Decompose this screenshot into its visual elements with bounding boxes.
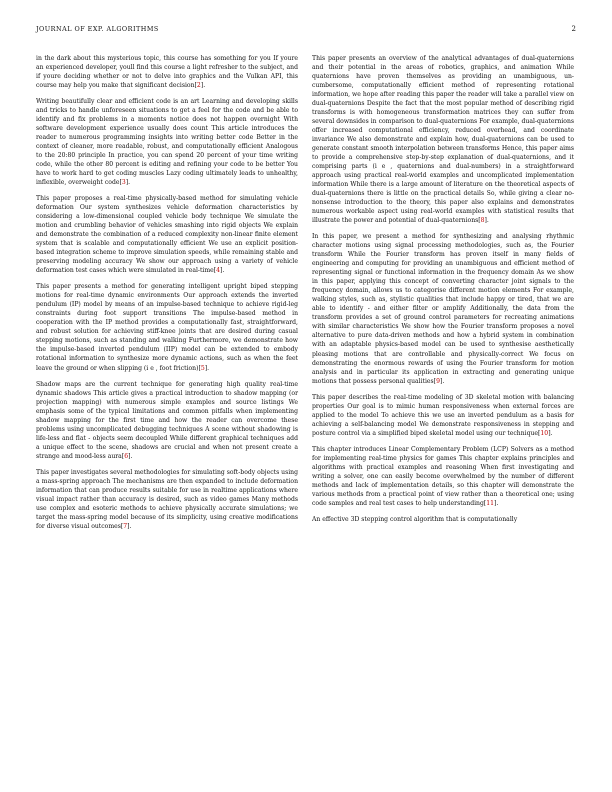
citation-link[interactable]: 2	[196, 82, 201, 90]
journal-name: JOURNAL OF EXP. ALGORITHMS	[36, 25, 159, 33]
paragraph-text: This paper presents an overview of the analytical advantages of dual-quaternions and their potential in the areas of robotics, graphics, and animation While quaternions have proven themselves as providing an unambiguous, un-cumbersome, computationally efficient method of representing rotational information, we hope after reading this paper the reader will take a parallel view on dual-quaternions Despite the fact that the most popular method of describing rigid transforms is with homogeneous transformation matrices they can suffer from several downsides in comparison to dual-quaternions For example, dual-quaternions offer increased computational efficiency, reduced overhead, and coordinate invariance We also demonstrate and explain how, dual-quaternions can be used to generate constant smooth interpolation between transforms Hence, this paper aims to provide a comprehensive step-by-step explanation of dual-quaternions, and it comprising parts (i e , quaternions and dual-numbers) in a straightforward approach using practical real-world examples and uncomplicated implementation information While there is a large amount of literature on the theoretical aspects of dual-quaternions there is little on the practical details So, while giving a clear no-nonsense introduction to the theory, this paper also explains and demonstrates numerous workable aspect using real-world examples with statistical results that illustrate the power and potential of dual-quaternions	[312, 55, 574, 225]
paragraph-text: This paper proposes a real-time physically-based method for simulating vehicle deformation Our system synthesizes vehicle deformation characteristics by considering a low-dimensional coupled vehicle body technique We simulate the motion and crumbling behavior of vehicles smashing into rigid objects We explain and demonstrate the combination of a reduced complexity non-linear finite element system that is scalable and computationally efficient We use an explicit position-based integration scheme to improve simulation speeds, while remaining stable and preserving modeling accuracy We show our approach using a variety of vehicle deformation test cases which were simulated in real-time	[36, 195, 298, 275]
paragraph: This paper presents a method for generating intelligent upright biped stepping motions for real-time dynamic environments Our approach extends the inverted pendulum (IP) model by means of an impulse-based technique to achieve rigid-leg constraints during foot support transitions The impulse-based method in cooperation with the IP method provides a computationally fast, straightforward, and robust solution for achieving stiff-knee joints that are desired during casual stepping motions, such as standing and walking Furthermore, we demonstrate how the impulse-based inverted pendulum (IIP) model can be extended to embody rotational information to synthesize more dynamic actions, such as when the feet leave the ground or when slipping (i e , foot friction)[5].	[36, 283, 298, 372]
citation-link[interactable]: 5	[200, 364, 205, 372]
paragraph-text: This paper presents a method for generating intelligent upright biped stepping motions for real-time dynamic environments Our approach extends the inverted pendulum (IP) model by means of an impulse-based technique to achieve rigid-leg constraints during foot support transitions The impulse-based method in cooperation with the IP method provides a computationally fast, straightforward, and robust solution for achieving stiff-knee joints that are desired during casual stepping motions, such as standing and walking Furthermore, we demonstrate how the impulse-based inverted pendulum (IIP) model can be extended to embody rotational information to synthesize more dynamic actions, such as when the feet leave the ground or when slipping (i e , foot friction)	[36, 283, 298, 372]
paragraph: in the dark about this mysterious topic, this course has something for you If youre an experienced developer, youll find this course a light refresher to the subject, and if youre deciding whether or not to delve into graphics and the Vulkan API, this course may help you make that significant decision[2].	[36, 55, 298, 90]
paragraph-text: In this paper, we present a method for synthesizing and analysing rhythmic character motions using signal processing methodologies, such as, the Fourier transform While the Fourier transform has proven itself in many fields of engineering and computing for providing an unambiguous and efficient method of representing signal or functional information in the frequency domain As we show in this paper, applying this concept of converting character joint signals to the frequency domain, allows us to categorise different motion elements For example, walking styles, such as, stylistic qualities that include happy or tired, that we are able to identify - and either filter or amplify Additionally, the data from the transform provides a set of ground control parameters for recreating animations with similar characteristics We show how the Fourier transform proposes a novel alternative to pure data-driven methods and how a hybrid system in combination with an adaptable physics-based model can be used to synthesise aesthetically pleasing motions that are controllable and physically-correct We focus on demonstrating the enormous rewards of using the Fourier transform for motion analysis and in particular its application in extracting and generating unique motions that possess personal qualities	[312, 233, 574, 385]
paragraph	[312, 515, 574, 524]
citation-link[interactable]: 7	[123, 522, 128, 530]
paragraph: This paper proposes a real-time physically-based method for simulating vehicle deformation Our system synthesizes vehicle deformation characteristics by considering a low-dimensional coupled vehicle body technique We simulate the motion and crumbling behavior of vehicles smashing into rigid objects We explain and demonstrate the combination of a reduced complexity non-linear finite element system that is scalable and computationally efficient We use an explicit position-based integration scheme to improve simulation speeds, while remaining stable and preserving modeling accuracy We show our approach using a variety of vehicle deformation test cases which were simulated in real-time[4].	[36, 195, 298, 275]
paragraph: This paper describes the real-time modeling of 3D skeletal motion with balancing properties Our goal is to mimic human responsiveness when external forces are applied to the model To achieve this we use an inverted pendulum as a basis for achieving a self-balancing model We demonstrate responsiveness in stepping and posture control via a simplified biped skeletal model using our technique[10].	[312, 393, 574, 437]
paragraph-text: An effective 3D stepping control algorithm that is computationally	[312, 515, 518, 523]
paragraph-text: This paper describes the real-time modeling of 3D skeletal motion with balancing properties Our goal is to mimic human responsiveness when external forces are applied to the model To achieve this we use an inverted pendulum as a basis for achieving a self-balancing model We demonstrate responsiveness in stepping and posture control via a simplified biped skeletal model using our technique	[312, 393, 574, 437]
paragraph: Shadow maps are the current technique for generating high quality real-time dynamic shadows This article gives a practical introduction to shadow mapping (or projection mapping) with numerous simple examples and source listings We emphasis some of the typical limitations and common pitfalls when implementing shadow mapping for the first time and how the reader can overcome these problems using uncomplicated debugging techniques A scene without shadowing is life-less and flat - objects seem decoupled While different graphical techniques add a unique effect to the scene, shadows are crucial and when not present create a strange and mood-less aura[6].	[36, 380, 298, 460]
paragraph: This chapter introduces Linear Complementary Problem (LCP) Solvers as a method for implementing real-time physics for games This chapter explains principles and algorithms with practical examples and reasoning When first investigating and writing a solver, one can easily become overwhelmed by the number of different methods and lack of implementation details, so this chapter will demonstrate the various methods from a practical point of view rather than a theoretical one; using code samples and real test cases to help understanding[11].	[312, 445, 574, 507]
running-header	[36, 25, 576, 37]
citation-link[interactable]: 3	[121, 179, 126, 187]
paragraph: This paper investigates several methodologies for simulating soft-body objects using a mass-spring approach The mechanisms are then expanded to include deformation information that can produce results suitable for use in realtime applications where visual impact rather than accuracy is desired, such as video games Many methods use complex and esoteric methods to achieve physically accurate simulations; we target the mass-spring model because of its simplicity, using creative modifications for diverse visual outcomes[7].	[36, 468, 298, 530]
paragraph: Writing beautifully clear and efficient code is an art Learning and developing skills and tricks to handle unforeseen situations to get a feel for the code and be able to identify and fix problems in a moments notice does not happen overnight With software development experience usually does count This article introduces the reader to numerous programming insights into writing better code Better in the context of cleaner, more readable, robust, and computationally efficient Analogous to the 20:80 principle In practice, you can spend 20 percent of your time writing code, while the other 80 percent is editing and refining your code to be better You have to work hard to get coding muscles Lazy coding ultimately leads to unhealthy, inflexible, overweight code[3].	[36, 98, 298, 187]
paragraph-text: Writing beautifully clear and efficient code is an art Learning and developing skills and tricks to handle unforeseen situations to get a feel for the code and be able to identify and fix problems in a moments notice does not happen overnight With software development experience usually does count This article introduces the reader to numerous programming insights into writing better code Better in the context of cleaner, more readable, robust, and computationally efficient Analogous to the 20:80 principle In practice, you can spend 20 percent of your time writing code, while the other 80 percent is editing and refining your code to be better You have to work hard to get coding muscles Lazy coding ultimately leads to unhealthy, inflexible, overweight code	[36, 98, 298, 187]
page-number: 2	[571, 25, 576, 33]
left-column	[36, 54, 298, 538]
citation-link[interactable]: 8	[480, 217, 485, 225]
paragraph: In this paper, we present a method for synthesizing and analysing rhythmic character motions using signal processing methodologies, such as, the Fourier transform While the Fourier transform has proven itself in many fields of engineering and computing for providing an unambiguous and efficient method of representing signal or functional information in the frequency domain As we show in this paper, applying this concept of converting character joint signals to the frequency domain, allows us to categorise different motion elements For example, walking styles, such as, stylistic qualities that include happy or tired, that we are able to identify - and either filter or amplify Additionally, the data from the transform provides a set of ground control parameters for recreating animations with similar characteristics We show how the Fourier transform proposes a novel alternative to pure data-driven methods and how a hybrid system in combination with an adaptable physics-based model can be used to synthesise aesthetically pleasing motions that are controllable and physically-correct We focus on demonstrating the enormous rewards of using the Fourier transform for motion analysis and in particular its application in extracting and generating unique motions that possess personal qualities[9].	[312, 233, 574, 385]
paragraph-text: This chapter introduces Linear Complementary Problem (LCP) Solvers as a method for implementing real-time physics for games This chapter explains principles and algorithms with practical examples and reasoning When first investigating and writing a solver, one can easily become overwhelmed by the number of different methods and lack of implementation details, so this chapter will demonstrate the various methods from a practical point of view rather than a theoretical one; using code samples and real test cases to help understanding	[312, 445, 574, 507]
citation-link[interactable]: 10	[540, 429, 549, 437]
paragraph-text: This paper investigates several methodologies for simulating soft-body objects using a mass-spring approach The mechanisms are then expanded to include deformation information that can produce results suitable for use in realtime applications where visual impact rather than accuracy is desired, such as video games Many methods use complex and esoteric methods to achieve physically accurate simulations; we target the mass-spring model because of its simplicity, using creative modifications for diverse visual outcomes	[36, 468, 298, 530]
right-column	[312, 54, 574, 531]
paragraph: This paper presents an overview of the analytical advantages of dual-quaternions and their potential in the areas of robotics, graphics, and animation While quaternions have proven themselves as providing an unambiguous, un-cumbersome, computationally efficient method of representing rotational information, we hope after reading this paper the reader will take a parallel view on dual-quaternions Despite the fact that the most popular method of describing rigid transforms is with homogeneous transformation matrices they can suffer from several downsides in comparison to dual-quaternions For example, dual-quaternions offer increased computational efficiency, reduced overhead, and coordinate invariance We also demonstrate and explain how, dual-quaternions can be used to generate constant smooth interpolation between transforms Hence, this paper aims to provide a comprehensive step-by-step explanation of dual-quaternions, and it comprising parts (i e , quaternions and dual-numbers) in a straightforward approach using practical real-world examples and uncomplicated implementation information While there is a large amount of literature on the theoretical aspects of dual-quaternions there is little on the practical details So, while giving a clear no-nonsense introduction to the theory, this paper also explains and demonstrates numerous workable aspect using real-world examples with statistical results that illustrate the power and potential of dual-quaternions[8].	[312, 55, 574, 225]
citation-link[interactable]: 6	[124, 452, 129, 460]
citation-link[interactable]: 9	[436, 377, 440, 385]
paragraph-text: in the dark about this mysterious topic, this course has something for you If youre an experienced developer, youll find this course a light refresher to the subject, and if youre deciding whether or not to delve into graphics and the Vulkan API, this course may help you make that significant decision	[36, 55, 298, 90]
citation-link[interactable]: 4	[216, 267, 221, 275]
citation-link[interactable]: 11	[486, 499, 495, 507]
paragraph-text: Shadow maps are the current technique for generating high quality real-time dynamic shadows This article gives a practical introduction to shadow mapping (or projection mapping) with numerous simple examples and source listings We emphasis some of the typical limitations and common pitfalls when implementing shadow mapping for the first time and how the reader can overcome these problems using uncomplicated debugging techniques A scene without shadowing is life-less and flat - objects seem decoupled While different graphical techniques add a unique effect to the scene, shadows are crucial and when not present create a strange and mood-less aura	[36, 380, 298, 460]
